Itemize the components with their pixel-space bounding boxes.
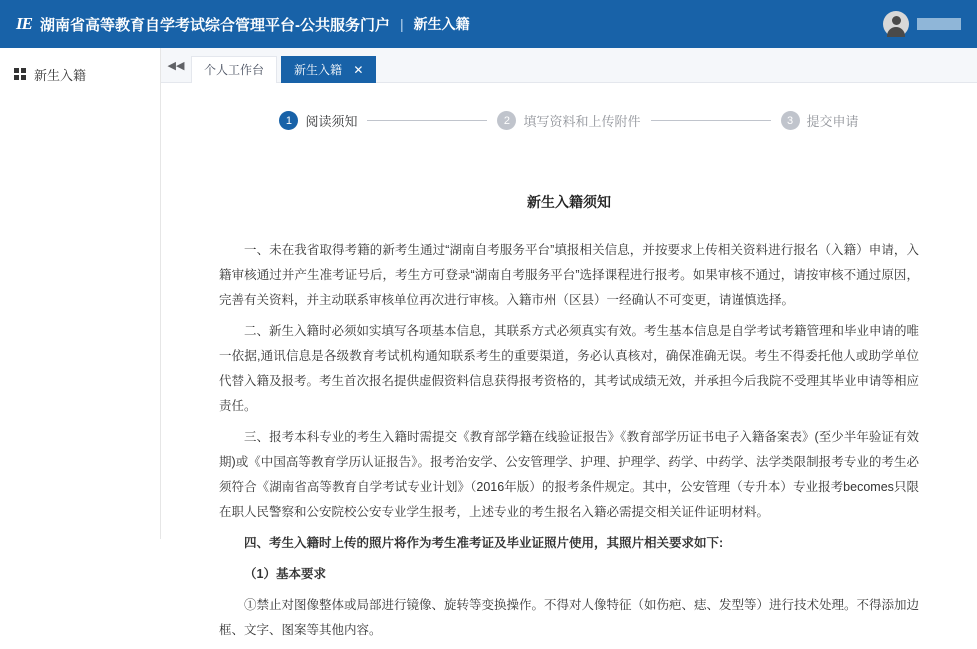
site-title: 湖南省高等教育自学考试综合管理平台-公共服务门户 [39,16,390,34]
notice-paragraph-3: 三、报考本科专业的考生入籍时需提交《教育部学籍在线验证报告》《教育部学历证书电子入籍备案表》(至少半年验证有效期)或《中国高等教育学历认证报告》。报考治安学、公安管理学、护理、护理学、药学、中药学、法学类限制报考专业的考生必须符合《湖南省高等教育自学考试专业计划》（2016年版）的报考条件规定。其中，公安管理（专升本）专业报考becomes只限在职人民警察和公安院校公安专业学生报考，上述专业的考生报名入籍必需提交相关证件证明材料。 [219,430,919,519]
tab-label: 个人工作台 [204,63,265,77]
step-fill-info[interactable] [497,111,640,130]
top-header [0,0,977,48]
content-area [161,48,977,637]
user-name [917,18,961,30]
viewport-clip [161,645,977,649]
grid-icon [14,68,26,80]
step-connector [367,120,487,121]
step-label: 填写资料和上传附件 [523,114,641,129]
step-indicator [161,83,977,140]
notice-paragraph-5: （1）基本要求 [244,567,326,581]
step-number: 1 [279,111,298,130]
sidebar-item-xinsheng-ruji[interactable] [0,58,160,90]
sidebar [0,48,161,539]
user-area[interactable] [883,0,961,48]
step-connector [651,120,771,121]
tab-xinsheng-ruji[interactable] [281,56,376,83]
step-number: 3 [781,111,800,130]
notice-paragraph-4: 四、考生入籍时上传的照片将作为考生准考证及毕业证照片使用，其照片相关要求如下: [244,536,724,550]
notice-paragraph-1: 一、未在我省取得考籍的新考生通过“湖南自考服务平台”填报相关信息，并按要求上传相关资料进行报名（入籍）申请，入籍审核通过并产生准考证号后，考生方可登录“湖南自考服务平台”选择课程进行报考。如果审核不通过，请按审核不通过原因，完善有关资料，并主动联系审核单位再次进行审核。入籍市州（区县）一经确认不可变更，请谨慎选择。 [219,243,919,307]
step-submit-application[interactable] [781,111,859,130]
step-number: 2 [497,111,516,130]
notice-paragraph-6: ①禁止对图像整体或局部进行镜像、旋转等变换操作。不得对人像特征（如伤疤、痣、发型等）进行技术处理。不得添加边框、文字、图案等其他内容。 [219,598,920,637]
tab-bar [161,48,977,83]
title-separator: | [399,16,404,32]
tab-personal-workbench[interactable] [191,56,277,83]
step-read-notice[interactable] [279,111,357,130]
step-label: 提交申请 [806,114,859,129]
sidebar-item-label: 新生入籍 [34,67,87,83]
body-container [0,48,977,637]
avatar [883,11,909,37]
notice-paragraph-2: 二、新生入籍时必须如实填写各项基本信息，其联系方式必须真实有效。考生基本信息是自学考试考籍管理和毕业申请的唯一依据,通讯信息是各级教育考试机构通知联系考生的重要渠道，务必认真核对，确保准确无误。考生不得委托他人或助学单位代替入籍及报考。考生首次报名提供虚假资料信息获得报考资格的，其考试成绩无效，并承担今后我院不受理其毕业申请等相应责任。 [219,324,920,413]
platform-logo-icon: IE [16,14,32,33]
main-pane [161,83,977,649]
document-title: 新生入籍须知 [527,194,611,210]
notice-document [161,140,977,643]
close-icon[interactable]: ✕ [353,63,364,77]
tab-label: 新生入籍 [294,63,343,77]
step-label: 阅读须知 [305,114,358,129]
sidebar-collapse-icon[interactable]: ◀◀ [167,59,185,72]
page-title: 新生入籍 [413,16,470,32]
